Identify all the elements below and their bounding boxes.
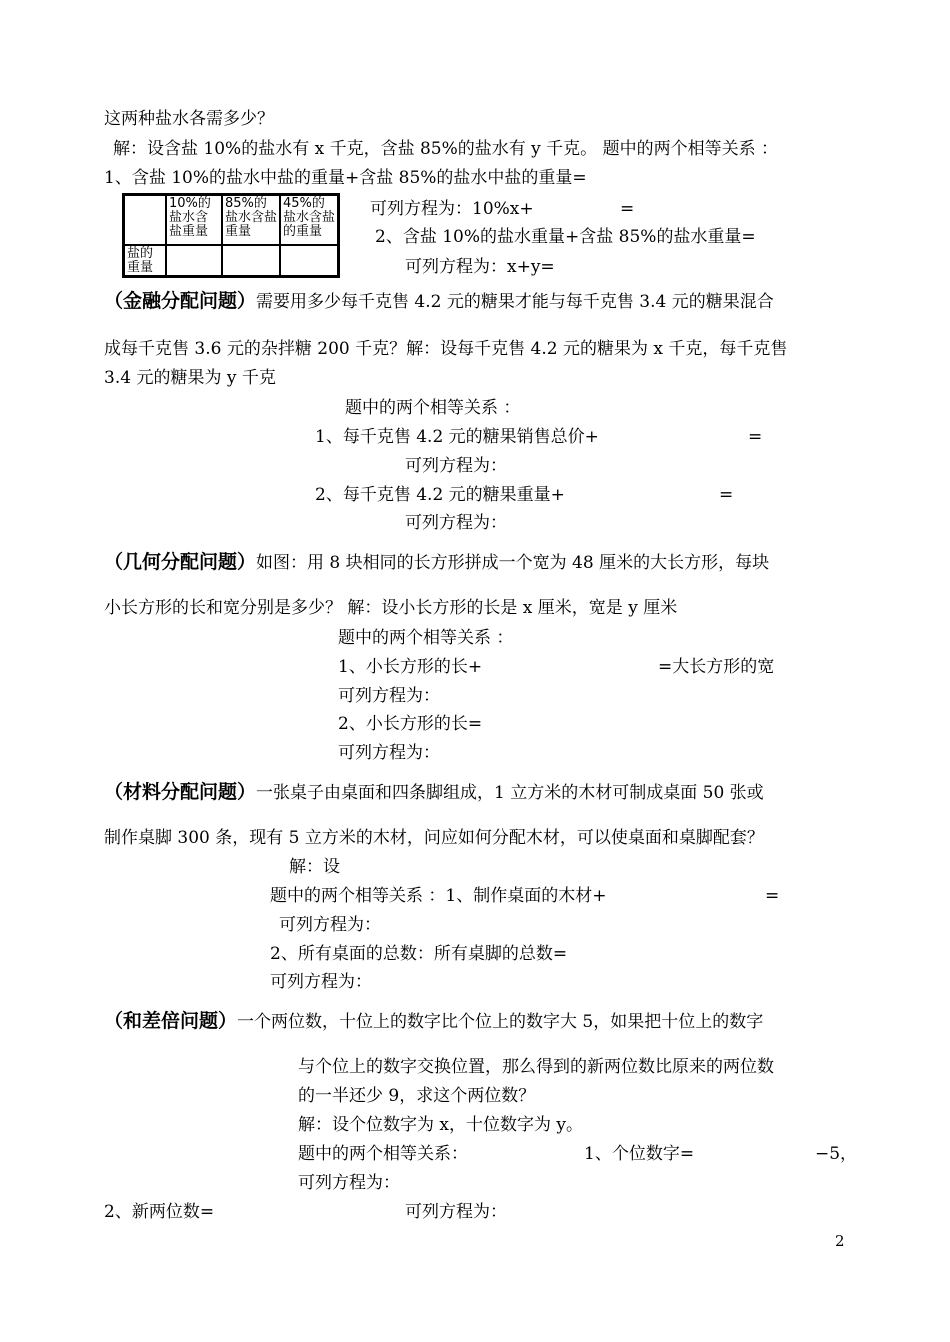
sumdiff-question-line-1: 一个两位数，十位上的数字比个位上的数字大 5，如果把十位上的数字 (237, 1012, 764, 1032)
table-row-label: 盐的重量 (125, 246, 167, 275)
sumdiff-equation-2: 可列方程为： (405, 1202, 507, 1222)
sumdiff-heading: （和差倍问题） (104, 1010, 238, 1032)
sumdiff-solution-setup: 解：设个位数字为 x，十位数字为 y。 (298, 1115, 583, 1135)
salt-solution-setup: 解：设含盐 10%的盐水有 x 千克，含盐 85%的盐水有 y 千克。 题中的两个相等关系 ： (113, 139, 778, 159)
geometry-question-line-1: 如图：用 8 块相同的长方形拼成一个宽为 48 厘米的大长方形，每块 (256, 553, 770, 573)
salt-relation-1: 1、含盐 10%的盐水中盐的重量+含盐 85%的盐水中盐的重量= (104, 168, 587, 188)
material-equation-2: 可列方程为： (270, 972, 372, 992)
finance-question-line-2: 成每千克售 3.6 元的杂拌糖 200 千克？解：设每千克售 4.2 元的糖果为 x 千克，每千克售 (104, 339, 788, 359)
finance-relation-1-equals: = (748, 427, 763, 447)
table-header-85pct: 85%的盐水含盐重量 (223, 196, 281, 246)
salt-weight-table (122, 193, 340, 278)
material-relation-1: 题中的两个相等关系 ：1、制作桌面的木材+ (270, 886, 607, 906)
finance-question-line-3: 3.4 元的糖果为 y 千克 (104, 368, 276, 388)
table-cell-empty (167, 246, 223, 275)
material-solution-setup: 解：设 (289, 857, 340, 877)
salt-equation-1-equals: = (620, 199, 635, 219)
salt-equation-2: 可列方程为：x+y= (405, 257, 555, 277)
material-relation-1-equals: = (765, 886, 780, 906)
salt-question-end: 这两种盐水各需多少？ (104, 109, 274, 129)
geometry-relation-2: 2、小长方形的长= (338, 714, 483, 734)
table-corner-cell (125, 196, 167, 246)
table-header-45pct: 45%的盐水含盐的重量 (281, 196, 337, 246)
page-number: 2 (835, 1232, 845, 1250)
sumdiff-relation-1: 1、个位数字= (584, 1144, 695, 1164)
material-relation-2: 2、所有桌面的总数：所有桌脚的总数= (270, 944, 568, 964)
material-equation-1: 可列方程为： (279, 915, 381, 935)
finance-question-line-1: 需要用多少每千克售 4.2 元的糖果才能与每千克售 3.4 元的糖果混合 (256, 292, 774, 312)
geometry-relation-1-tail: =大长方形的宽 (658, 657, 775, 677)
material-question-line-1: 一张桌子由桌面和四条脚组成，1 立方米的木材可制成桌面 50 张或 (256, 783, 764, 803)
sumdiff-question-line-3: 的一半还少 9，求这个两位数？ (298, 1086, 536, 1106)
sumdiff-relation-2: 2、新两位数= (104, 1202, 215, 1222)
finance-relation-1: 1、每千克售 4.2 元的糖果销售总价+ (315, 427, 599, 447)
table-cell-empty (281, 246, 337, 275)
salt-equation-1: 可列方程为：10%x+ (370, 199, 534, 219)
geometry-relation-1: 1、小长方形的长+ (338, 657, 483, 677)
geometry-question-line-2: 小长方形的长和宽分别是多少？ 解：设小长方形的长是 x 厘米，宽是 y 厘米 (104, 598, 678, 618)
sumdiff-equation-1: 可列方程为： (298, 1173, 400, 1193)
finance-equation-1: 可列方程为： (405, 456, 507, 476)
material-question-line-2: 制作桌脚 300 条，现有 5 立方米的木材，问应如何分配木材，可以使桌面和桌脚配套？ (104, 828, 764, 848)
geometry-equation-2: 可列方程为： (338, 743, 440, 763)
finance-relations-label: 题中的两个相等关系 ： (345, 398, 521, 418)
material-heading: （材料分配问题） (104, 781, 257, 803)
sumdiff-relations-label: 题中的两个相等关系： (298, 1144, 468, 1164)
table-cell-empty (223, 246, 281, 275)
finance-equation-2: 可列方程为： (405, 513, 507, 533)
table-header-10pct: 10%的盐水含盐重量 (167, 196, 223, 246)
geometry-relations-label: 题中的两个相等关系 ： (338, 628, 514, 648)
finance-relation-2-equals: = (719, 485, 734, 505)
finance-heading: （金融分配问题） (104, 290, 257, 312)
finance-relation-2: 2、每千克售 4.2 元的糖果重量+ (315, 485, 565, 505)
salt-relation-2: 2、含盐 10%的盐水重量+含盐 85%的盐水重量= (375, 227, 756, 247)
geometry-equation-1: 可列方程为： (338, 686, 440, 706)
sumdiff-question-line-2: 与个位上的数字交换位置，那么得到的新两位数比原来的两位数 (298, 1057, 774, 1077)
sumdiff-relation-1-tail: −5， (815, 1144, 858, 1164)
geometry-heading: （几何分配问题） (104, 551, 257, 573)
